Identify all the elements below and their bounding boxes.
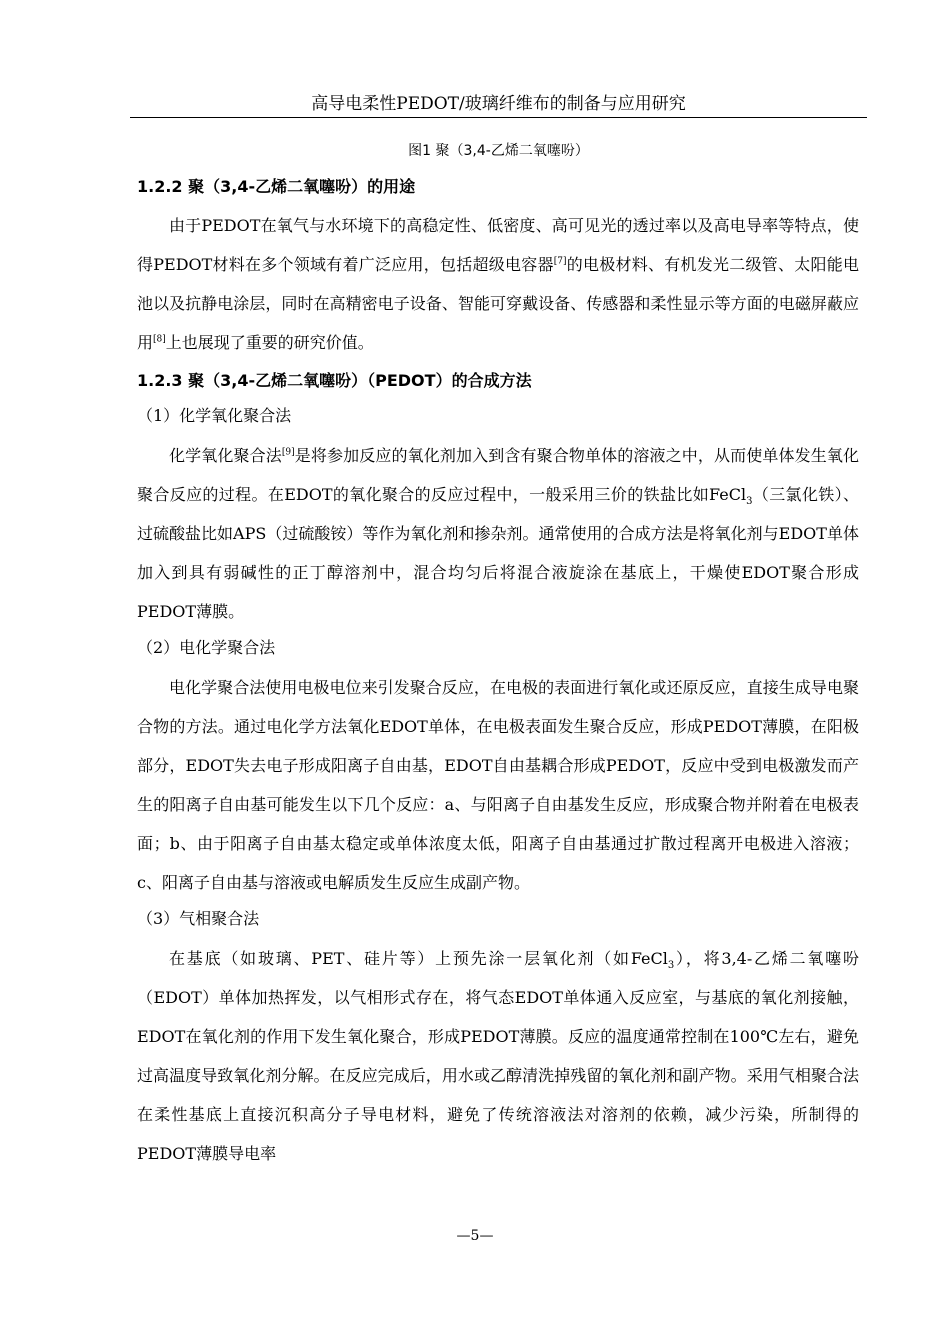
method-title-chemical: （1）化学氧化聚合法: [137, 406, 292, 425]
method-title-electrochemical: （2）电化学聚合法: [137, 638, 276, 657]
method-title-vapor-phase: （3）气相聚合法: [137, 909, 260, 928]
text-run: 由于PEDOT在氧气与水环境下的高稳定性、低密度、高可见光的透过率以及高电导率等特点，使得PEDOT材料在多个领域有着广泛应用，包括超级电容器: [137, 216, 859, 274]
text-run: ），将3,4-乙烯二氧噻吩（EDOT）单体加热挥发，以气相形式存在，将气态EDOT单体通入反应室，与基底的氧化剂接触，EDOT在氧化剂的作用下发生氧化聚合，形成PEDOT薄膜。反应的温度通常控制在100℃左右，避免过高温度导致氧化剂分解。在反应完成后，用水或乙醇清洗掉残留的氧化剂和副产物。采用气相聚合法在柔性基底上直接沉积高分子导电材料，避免了传统溶液法对溶剂的依赖，减少污染，所制得的PEDOT薄膜导电率: [137, 949, 859, 1163]
citation: [8]: [153, 334, 166, 345]
header-rule: [130, 117, 867, 118]
figure-caption: 图1 聚（3,4-乙烯二氧噻吩）: [408, 143, 589, 159]
section-heading-1-2-2: 1.2.2 聚（3,4-乙烯二氧噻吩）的用途: [137, 177, 416, 196]
text-run: 在基底（如玻璃、PET、硅片等）上预先涂一层氧化剂（如FeCl: [169, 949, 668, 968]
section-1-2-3: [137, 368, 859, 1173]
running-header: 高导电柔性PEDOT/玻璃纤维布的制备与应用研究: [311, 94, 686, 114]
citation: [7]: [553, 256, 567, 267]
text-run: 是将参加反应的氧化剂加入到含有聚合物单体的溶液之中，从而使单体发生氧化聚合反应的过程。在EDOT的氧化聚合的反应过程中，一般采用三价的铁盐比如FeCl: [137, 446, 859, 504]
section-heading-1-2-3: 1.2.3 聚（3,4-乙烯二氧噻吩）（PEDOT）的合成方法: [137, 371, 532, 390]
text-run: （三氯化铁）、过硫酸盐比如APS（过硫酸铵）等作为氧化剂和掺杂剂。通常使用的合成方法是将氧化剂与EDOT单体加入到具有弱碱性的正丁醇溶剂中，混合均匀后将混合液旋涂在基底上，干燥使EDOT聚合形成PEDOT薄膜。: [137, 485, 859, 621]
paragraph-chemical-oxidation: [137, 436, 859, 631]
text-run: 的电极材料、有机发光二级管、太阳能电池以及抗静电涂层，同时在高精密电子设备、智能可穿戴设备、传感器和柔性显示等方面的电磁屏蔽应用: [137, 255, 859, 352]
paragraph-uses: [137, 206, 859, 362]
text-run: 化学氧化聚合法: [169, 446, 282, 465]
section-1-2-2: [137, 174, 859, 362]
paragraph-electrochemical: 电化学聚合法使用电极电位来引发聚合反应，在电极的表面进行氧化或还原反应，直接生成导电聚合物的方法。通过电化学方法氧化EDOT单体，在电极表面发生聚合反应，形成PEDOT薄膜，在阳极部分，EDOT失去电子形成阳离子自由基，EDOT自由基耦合形成PEDOT，反应中受到电极激发而产生的阳离子自由基可能发生以下几个反应：a、与阳离子自由基发生反应，形成聚合物并附着在电极表面；b、由于阳离子自由基太稳定或单体浓度太低，阳离子自由基通过扩散过程离开电极进入溶液；c、阳离子自由基与溶液或电解质发生反应生成副产物。: [137, 678, 859, 892]
citation: [9]: [281, 447, 295, 458]
subscript: 3: [746, 496, 753, 508]
text-run: 上也展现了重要的研究价值。: [165, 333, 374, 352]
page-number: —5—: [456, 1228, 494, 1244]
subscript: 3: [667, 960, 675, 972]
paragraph-vapor-phase: [137, 939, 859, 1173]
